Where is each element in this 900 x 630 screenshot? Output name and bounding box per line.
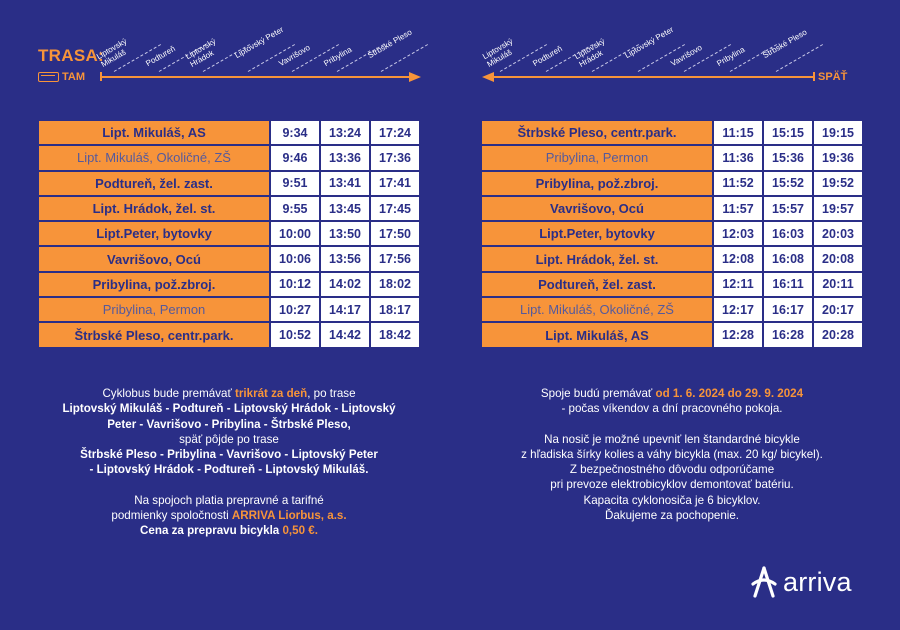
stop-name-cell: Pribylina, Permon	[481, 145, 713, 170]
departure-time-cell: 20:03	[813, 221, 863, 246]
note-text: , po trase	[307, 387, 356, 400]
operator-name: ARRIVA Liorbus, a.s.	[231, 509, 347, 523]
note-text: Cyklobus bude premávať	[102, 387, 236, 400]
service-info	[481, 386, 863, 523]
departure-time-cell: 14:42	[320, 322, 370, 347]
table-row	[481, 171, 863, 196]
stop-name-cell: Lipt.Peter, bytovky	[38, 221, 270, 246]
departure-time-cell: 17:56	[370, 246, 420, 271]
departure-time-cell: 10:12	[270, 272, 320, 297]
stop-name-cell: Lipt. Hrádok, žel. st.	[481, 246, 713, 271]
route-line-spat	[494, 76, 814, 78]
table-row	[38, 145, 420, 170]
note-text: Na nosič je možné upevniť len štandardné bicykle	[544, 432, 800, 446]
departure-time-cell: 17:45	[370, 196, 420, 221]
table-row	[481, 297, 863, 322]
table-row	[38, 196, 420, 221]
direction-spat: SPÄŤ	[818, 71, 848, 83]
departure-time-cell: 15:52	[763, 171, 813, 196]
departure-time-cell: 14:02	[320, 272, 370, 297]
tam-stop-label: Podtureň	[143, 44, 177, 69]
departure-time-cell: 13:36	[320, 145, 370, 170]
table-row	[38, 246, 420, 271]
note-text: z hľadiska šírky kolies a váhy bicykla (max. 20 kg/ bicykel).	[521, 447, 823, 461]
table-row	[481, 272, 863, 297]
departure-time-cell: 20:17	[813, 297, 863, 322]
departure-time-cell: 11:15	[713, 120, 763, 145]
departure-time-cell: 12:11	[713, 272, 763, 297]
stop-name-cell: Pribylina, pož.zbroj.	[481, 171, 713, 196]
tam-stop-label: Liptovský Hrádok	[184, 36, 218, 69]
route-forward-2: Peter - Vavrišovo - Pribylina - Štrbské Pleso,	[107, 417, 351, 431]
departure-time-cell: 15:15	[763, 120, 813, 145]
departure-time-cell: 14:17	[320, 297, 370, 322]
tam-stop-label: Štrbské Pleso	[366, 27, 414, 61]
spat-stop-label: Liptovský Mikuláš	[481, 36, 515, 69]
note-text: Ďakujeme za pochopenie.	[604, 509, 740, 523]
table-row	[481, 120, 863, 145]
arrow-right-icon	[409, 72, 421, 82]
departure-time-cell: 12:03	[713, 221, 763, 246]
spat-stop-label: Vavrišovo	[669, 43, 704, 69]
departure-time-cell: 10:00	[270, 221, 320, 246]
route-back-2: - Liptovský Hrádok - Podtureň - Liptovský Mikuláš.	[89, 463, 369, 477]
price-label: Cena za prepravu bicykla	[140, 524, 283, 538]
route-back-1: Štrbské Pleso - Pribylina - Vavrišovo - Liptovský Peter	[80, 448, 378, 462]
logo-text: arriva	[783, 566, 852, 597]
stop-name-cell: Štrbské Pleso, centr.park.	[38, 322, 270, 347]
stop-name-cell: Vavrišovo, Ocú	[481, 196, 713, 221]
departure-time-cell: 16:11	[763, 272, 813, 297]
stop-name-cell: Vavrišovo, Ocú	[38, 246, 270, 271]
spat-stop-label: Štrbské Pleso	[761, 27, 809, 61]
tam-stop-label: Vavrišovo	[277, 43, 312, 69]
table-row	[481, 246, 863, 271]
note-text: Spoje budú premávať	[540, 387, 656, 400]
timetable-spat	[481, 120, 863, 348]
departure-time-cell: 15:57	[763, 196, 813, 221]
departure-time-cell: 17:24	[370, 120, 420, 145]
stop-name-cell: Lipt. Mikuláš, AS	[481, 322, 713, 347]
table-row	[38, 322, 420, 347]
tam-stop-label: Liptovský Peter	[232, 24, 285, 61]
note-text: späť pôjde po trase	[179, 432, 279, 446]
departure-time-cell: 13:56	[320, 246, 370, 271]
departure-time-cell: 19:36	[813, 145, 863, 170]
departure-time-cell: 18:17	[370, 297, 420, 322]
departure-time-cell: 16:28	[763, 322, 813, 347]
departure-time-cell: 17:50	[370, 221, 420, 246]
spat-stop-label: Podtureň	[531, 44, 564, 69]
note-text: Kapacita cyklonosiča je 6 bicyklov.	[583, 493, 761, 507]
table-row	[481, 221, 863, 246]
departure-time-cell: 20:28	[813, 322, 863, 347]
note-text: pri prevoze elektrobicyklov demontovať batériu.	[550, 478, 794, 492]
departure-time-cell: 11:57	[713, 196, 763, 221]
stop-name-cell: Lipt. Hrádok, žel. st.	[38, 196, 270, 221]
stop-name-cell: Pribylina, Permon	[38, 297, 270, 322]
departure-time-cell: 13:24	[320, 120, 370, 145]
note-text: - počas víkendov a dní pracovného pokoja.	[561, 402, 783, 416]
note-text: podmienky spoločnosti	[111, 509, 232, 523]
departure-time-cell: 13:41	[320, 171, 370, 196]
departure-time-cell: 19:52	[813, 171, 863, 196]
departure-time-cell: 9:51	[270, 171, 320, 196]
spat-stop-label: Pribylina	[715, 44, 747, 69]
departure-time-cell: 20:08	[813, 246, 863, 271]
route-line-spat-end	[813, 72, 815, 81]
table-row	[38, 272, 420, 297]
route-line-tam-start	[100, 72, 102, 81]
table-row	[38, 171, 420, 196]
stop-name-cell: Lipt. Mikuláš, Okoličné, ZŠ	[481, 297, 713, 322]
departure-time-cell: 11:52	[713, 171, 763, 196]
departure-time-cell: 11:36	[713, 145, 763, 170]
departure-time-cell: 17:36	[370, 145, 420, 170]
departure-time-cell: 16:17	[763, 297, 813, 322]
departure-time-cell: 9:34	[270, 120, 320, 145]
departure-time-cell: 10:52	[270, 322, 320, 347]
stop-name-cell: Lipt. Mikuláš, AS	[38, 120, 270, 145]
departure-time-cell: 12:08	[713, 246, 763, 271]
departure-time-cell: 15:36	[763, 145, 813, 170]
departure-time-cell: 16:08	[763, 246, 813, 271]
spat-stop-label: Liptovský Hrádok	[573, 36, 607, 69]
arriva-logo	[749, 565, 852, 599]
stop-name-cell: Lipt.Peter, bytovky	[481, 221, 713, 246]
departure-time-cell: 20:11	[813, 272, 863, 297]
departure-time-cell: 19:15	[813, 120, 863, 145]
departure-time-cell: 16:03	[763, 221, 813, 246]
table-row	[38, 221, 420, 246]
table-row	[38, 297, 420, 322]
departure-time-cell: 9:46	[270, 145, 320, 170]
stop-name-cell: Podtureň, žel. zast.	[38, 171, 270, 196]
departure-time-cell: 19:57	[813, 196, 863, 221]
timetable-tam	[38, 120, 420, 348]
tam-stop-label: Liptovský Mikuláš	[95, 36, 129, 69]
stop-name-cell: Podtureň, žel. zast.	[481, 272, 713, 297]
route-title: TRASA:	[38, 46, 105, 65]
departure-time-cell: 13:45	[320, 196, 370, 221]
note-text: Z bezpečnostného dôvodu odporúčame	[569, 463, 775, 477]
arriva-logo-icon	[749, 565, 779, 599]
departure-time-cell: 17:41	[370, 171, 420, 196]
departure-time-cell: 12:17	[713, 297, 763, 322]
direction-tam	[38, 71, 85, 83]
note-highlight: trikrát za deň	[235, 387, 308, 400]
spat-stop-label: Liptovský Peter	[623, 24, 676, 61]
departure-time-cell: 13:50	[320, 221, 370, 246]
tam-stop-label: Pribylina	[321, 44, 353, 69]
note-text: Na spojoch platia prepravné a tarifné	[134, 493, 324, 507]
departure-time-cell: 12:28	[713, 322, 763, 347]
date-range: od 1. 6. 2024 do 29. 9. 2024	[655, 387, 804, 400]
table-row	[481, 145, 863, 170]
departure-time-cell: 18:02	[370, 272, 420, 297]
departure-time-cell: 9:55	[270, 196, 320, 221]
table-row	[481, 196, 863, 221]
stop-name-cell: Štrbské Pleso, centr.park.	[481, 120, 713, 145]
price-value: 0,50 €.	[282, 524, 318, 538]
table-row	[481, 322, 863, 347]
route-line-tam	[101, 76, 410, 78]
departure-time-cell: 10:06	[270, 246, 320, 271]
bus-icon	[38, 72, 59, 82]
tam-label: TAM	[62, 71, 86, 83]
departure-time-cell: 18:42	[370, 322, 420, 347]
arrow-left-icon	[482, 72, 494, 82]
stop-name-cell: Lipt. Mikuláš, Okoličné, ZŠ	[38, 145, 270, 170]
route-description	[38, 386, 420, 539]
route-forward-1: Liptovský Mikuláš - Podtureň - Liptovský Hrádok - Liptovský	[62, 402, 396, 416]
stop-name-cell: Pribylina, pož.zbroj.	[38, 272, 270, 297]
table-row	[38, 120, 420, 145]
departure-time-cell: 10:27	[270, 297, 320, 322]
